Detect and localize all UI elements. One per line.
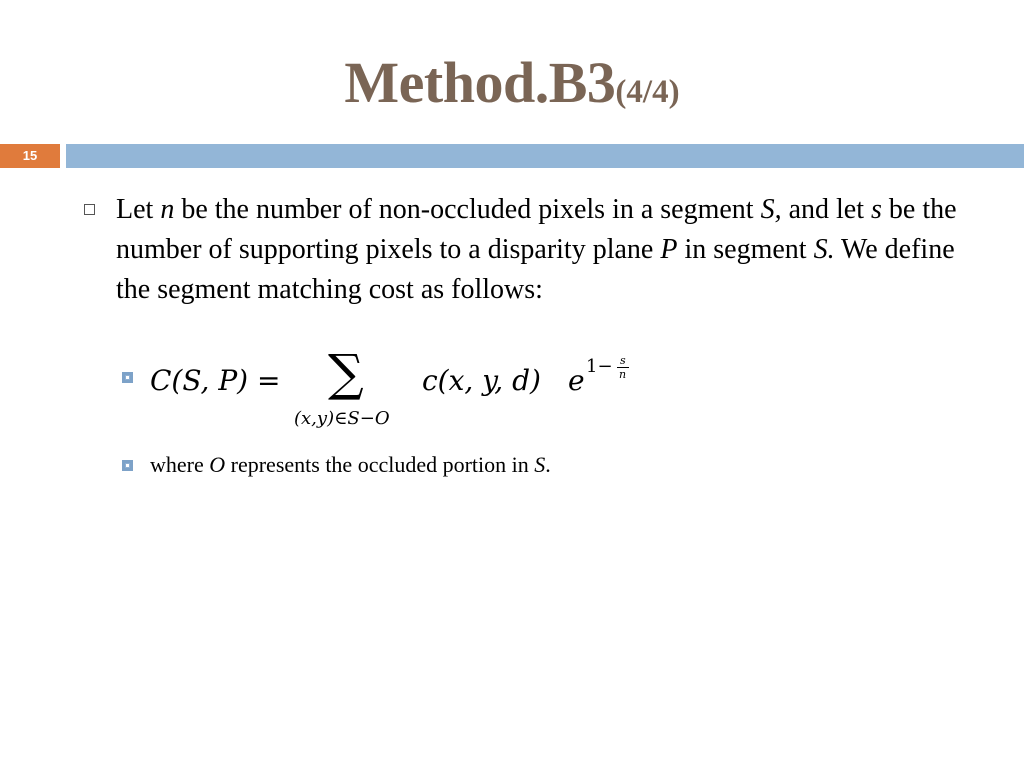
slide-number: 15	[0, 144, 60, 168]
slide-title	[0, 48, 1024, 127]
sum-symbol: ∑	[328, 344, 364, 402]
exp-power: 1−	[586, 356, 613, 377]
bullet-square-outline-icon	[84, 204, 95, 215]
formula-term: c(x, y, d)	[422, 364, 541, 397]
bullet-definition	[84, 190, 984, 310]
bullet-occluded-note: where O represents the occluded portion in S.	[150, 452, 551, 477]
sum-subscript: (x,y)∈S−O	[294, 408, 390, 429]
bullet-square-filled-icon	[122, 372, 133, 383]
exp-base: e	[568, 364, 585, 397]
exp-fraction-numerator: s	[620, 354, 626, 367]
bullet-square-filled-icon	[122, 460, 133, 471]
formula-lhs: C(S, P) =	[150, 364, 281, 397]
bullet-definition-text: Let n be the number of non-occluded pixels in a segment S, and let s be the number of supporting pixels to a disparity plane P in segment S. We define the segment matching cost as follows:	[116, 194, 957, 305]
slide-title-main: Method.B3	[344, 50, 616, 115]
title-bar	[66, 144, 1024, 168]
cost-formula	[150, 344, 670, 435]
exp-fraction-denominator: n	[619, 368, 627, 381]
slide-title-suffix: (4/4)	[615, 74, 680, 110]
